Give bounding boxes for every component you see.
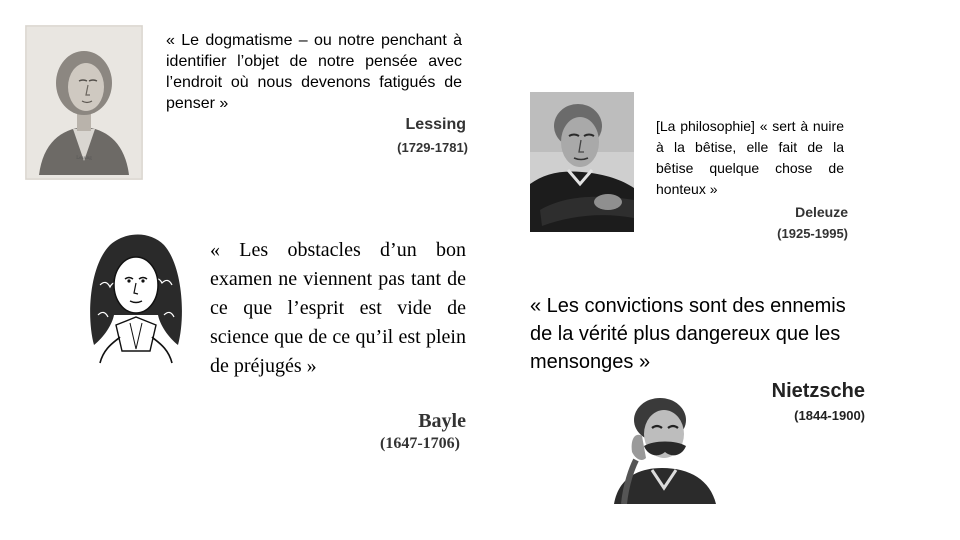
deleuze-author: Deleuze: [795, 204, 848, 220]
bayle-quote: « Les obstacles d’un bon examen ne viennent pas tant de ce que l’esprit est vide de science que de ce qu’il est plein de préjugés »: [210, 239, 466, 377]
nietzsche-dates: (1844-1900): [794, 408, 865, 423]
lessing-portrait-caption: Lessing: [76, 156, 92, 161]
bayle-dates: (1647-1706): [380, 435, 460, 452]
nietzsche-quote: « Les convictions sont des ennemis de la vérité plus dangereux que les mensonges »: [530, 295, 846, 373]
lessing-quote: « Le dogmatisme – ou notre penchant à identifier l’objet de notre pensée avec l’endroit où nous devenons fatigués de penser »: [166, 32, 462, 112]
nietzsche-portrait: [610, 388, 722, 504]
lessing-author: Lessing: [405, 116, 466, 133]
nietzsche-author: Nietzsche: [771, 380, 865, 402]
deleuze-dates: (1925-1995): [777, 226, 848, 241]
bayle-author: Bayle: [418, 410, 466, 432]
lessing-dates: (1729-1781): [397, 140, 468, 155]
lessing-portrait: [25, 25, 143, 180]
bayle-portrait: [80, 225, 192, 365]
deleuze-quote: [La philosophie] « sert à nuire à la bêtise, elle fait de la bêtise quelque chose de honteux »: [656, 118, 844, 197]
deleuze-portrait: [530, 92, 634, 232]
